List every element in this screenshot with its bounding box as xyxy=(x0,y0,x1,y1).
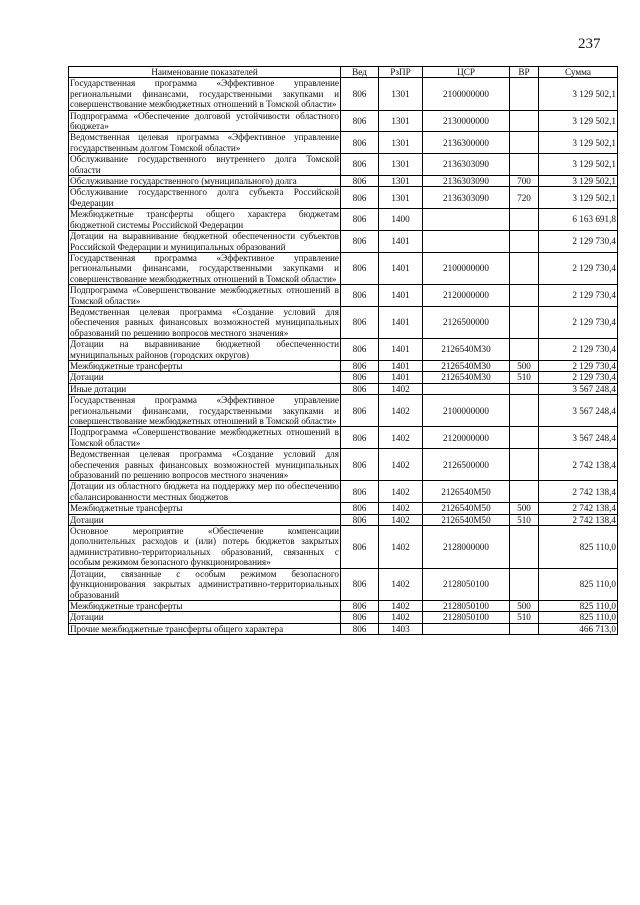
cell-vr xyxy=(510,568,539,600)
cell-ved: 806 xyxy=(341,231,379,253)
table-row xyxy=(69,427,618,449)
cell-vr: 510 xyxy=(510,514,539,525)
cell-csr xyxy=(423,383,510,394)
cell-csr xyxy=(423,231,510,253)
cell-ved: 806 xyxy=(341,427,379,449)
table-row xyxy=(69,132,618,154)
cell-ved: 806 xyxy=(341,514,379,525)
cell-ved: 806 xyxy=(341,176,379,187)
cell-vr xyxy=(510,427,539,449)
table-row xyxy=(69,339,618,361)
cell-name: Обслуживание государственного внутреннего долга Томской области xyxy=(70,154,339,175)
cell-rzpr: 1401 xyxy=(379,231,423,253)
cell-rzpr: 1401 xyxy=(379,306,423,338)
cell-name: Прочие межбюджетные трансферты общего характера xyxy=(69,623,341,634)
cell-name: Ведомственная целевая программа «Создание условий для обеспечения равных финансовых возможностей муниципальных образований по решению вопросов местного значения» xyxy=(70,449,339,481)
cell-vr: 510 xyxy=(510,372,539,383)
cell-vr: 500 xyxy=(510,600,539,611)
cell-csr: 2128000000 xyxy=(423,526,510,569)
table-row xyxy=(69,600,618,611)
cell-name: Межбюджетные трансферты xyxy=(69,600,341,611)
table-row xyxy=(69,526,618,569)
table-row xyxy=(69,252,618,284)
cell-vr: 510 xyxy=(510,612,539,623)
cell-rzpr: 1402 xyxy=(379,383,423,394)
cell-name: Межбюджетные трансферты xyxy=(69,503,341,514)
cell-name: Дотации из областного бюджета на поддержку мер по обеспечению сбалансированности местных бюджетов xyxy=(70,481,339,502)
cell-name: Ведомственная целевая программа «Создание условий для обеспечения равных финансовых возможностей муниципальных образований по решению вопросов местного значения» xyxy=(70,306,339,338)
cell-name: Ведомственная целевая программа «Эффективное управление государственным долгом Томской области» xyxy=(70,132,339,153)
cell-sum: 2 129 730,4 xyxy=(539,252,618,284)
cell-name: Подпрограмма «Совершенствование межбюджетных отношений в Томской области» xyxy=(70,427,339,448)
cell-sum: 3 129 502,1 xyxy=(539,78,618,110)
page-number: 237 xyxy=(578,36,601,52)
cell-name: Дотации xyxy=(69,372,341,383)
cell-ved: 806 xyxy=(341,623,379,634)
table-row xyxy=(69,231,618,253)
cell-csr xyxy=(423,623,510,634)
cell-sum: 3 129 502,1 xyxy=(539,176,618,187)
cell-csr: 2100000000 xyxy=(423,252,510,284)
cell-rzpr: 1402 xyxy=(379,395,423,427)
cell-rzpr: 1402 xyxy=(379,427,423,449)
cell-rzpr: 1401 xyxy=(379,252,423,284)
cell-name: Дотации на выравнивание бюджетной обеспеченности муниципальных районов (городских округов) xyxy=(70,339,339,360)
cell-vr xyxy=(510,526,539,569)
header-rzpr: РзПР xyxy=(379,67,423,78)
cell-vr xyxy=(510,132,539,154)
cell-rzpr: 1301 xyxy=(379,176,423,187)
cell-sum: 2 129 730,4 xyxy=(539,231,618,253)
cell-rzpr: 1402 xyxy=(379,449,423,481)
cell-csr: 2136303090 xyxy=(423,187,510,209)
cell-name: Межбюджетные трансферты общего характера бюджетам бюджетной системы Российской Федерации xyxy=(70,209,339,230)
cell-csr: 2120000000 xyxy=(423,285,510,307)
cell-rzpr: 1402 xyxy=(379,481,423,503)
cell-rzpr: 1301 xyxy=(379,187,423,209)
cell-csr: 2126540М50 xyxy=(423,481,510,503)
cell-ved: 806 xyxy=(341,600,379,611)
table-body xyxy=(69,78,618,635)
header-sum: Сумма xyxy=(539,67,618,78)
cell-csr: 2128050100 xyxy=(423,568,510,600)
cell-csr: 2120000000 xyxy=(423,427,510,449)
table-row xyxy=(69,306,618,338)
cell-csr: 2136303090 xyxy=(423,154,510,176)
cell-sum: 2 129 730,4 xyxy=(539,372,618,383)
table-row xyxy=(69,481,618,503)
cell-csr: 2126500000 xyxy=(423,306,510,338)
cell-ved: 806 xyxy=(341,449,379,481)
table-row xyxy=(69,285,618,307)
cell-csr: 2126500000 xyxy=(423,449,510,481)
cell-csr: 2128050100 xyxy=(423,600,510,611)
cell-sum: 2 129 730,4 xyxy=(539,306,618,338)
cell-sum: 2 742 138,4 xyxy=(539,503,618,514)
cell-sum: 466 713,0 xyxy=(539,623,618,634)
cell-name: Дотации xyxy=(69,612,341,623)
cell-name: Дотации на выравнивание бюджетной обеспеченности субъектов Российской Федерации и муниципальных образований xyxy=(70,231,339,252)
cell-ved: 806 xyxy=(341,285,379,307)
cell-sum: 3 567 248,4 xyxy=(539,383,618,394)
cell-rzpr: 1301 xyxy=(379,110,423,132)
cell-vr xyxy=(510,285,539,307)
cell-rzpr: 1301 xyxy=(379,132,423,154)
cell-csr: 2126540М30 xyxy=(423,360,510,371)
cell-vr xyxy=(510,383,539,394)
cell-vr xyxy=(510,78,539,110)
cell-vr xyxy=(510,231,539,253)
cell-name: Подпрограмма «Обеспечение долговой устойчивости областного бюджета» xyxy=(70,110,339,132)
cell-vr: 700 xyxy=(510,176,539,187)
cell-vr xyxy=(510,209,539,231)
cell-csr: 2126540М30 xyxy=(423,372,510,383)
cell-ved: 806 xyxy=(341,154,379,176)
cell-ved: 806 xyxy=(341,568,379,600)
cell-name: Межбюджетные трансферты xyxy=(69,360,341,371)
cell-ved: 806 xyxy=(341,339,379,361)
cell-csr: 2126540М50 xyxy=(423,503,510,514)
cell-sum: 2 129 730,4 xyxy=(539,360,618,371)
cell-vr xyxy=(510,154,539,176)
cell-sum: 2 742 138,4 xyxy=(539,481,618,503)
cell-vr xyxy=(510,306,539,338)
cell-rzpr: 1402 xyxy=(379,514,423,525)
cell-csr: 2100000000 xyxy=(423,395,510,427)
table-row xyxy=(69,503,618,514)
cell-csr: 2126540М30 xyxy=(423,339,510,361)
cell-sum: 2 129 730,4 xyxy=(539,339,618,361)
cell-ved: 806 xyxy=(341,78,379,110)
cell-ved: 806 xyxy=(341,209,379,231)
table-row xyxy=(69,176,618,187)
cell-name: Государственная программа «Эффективное управление региональными финансами, государственными закупками и совершенствование межбюджетных отношений в Томской области» xyxy=(70,395,339,426)
cell-sum: 3 129 502,1 xyxy=(539,132,618,154)
cell-vr xyxy=(510,449,539,481)
table-header-row xyxy=(69,67,618,78)
cell-ved: 806 xyxy=(341,526,379,569)
cell-ved: 806 xyxy=(341,612,379,623)
cell-name: Основное мероприятие «Обеспечение компенсации дополнительных расходов и (или) потерь бюджетов закрытых административно-территориальных образований, связанных с особым режимом безопасного функционирования» xyxy=(70,526,339,568)
cell-csr: 2100000000 xyxy=(423,78,510,110)
cell-ved: 806 xyxy=(341,372,379,383)
table-row xyxy=(69,395,618,427)
table-row xyxy=(69,623,618,634)
cell-csr: 2136300000 xyxy=(423,132,510,154)
cell-rzpr: 1401 xyxy=(379,339,423,361)
cell-csr xyxy=(423,209,510,231)
cell-vr: 500 xyxy=(510,360,539,371)
cell-name: Подпрограмма «Совершенствование межбюджетных отношений в Томской области» xyxy=(70,285,339,306)
table-row xyxy=(69,568,618,600)
cell-name: Обслуживание государственного (муниципального) долга xyxy=(69,176,341,187)
table-row xyxy=(69,372,618,383)
cell-name: Дотации xyxy=(69,514,341,525)
table-row xyxy=(69,110,618,132)
cell-vr xyxy=(510,623,539,634)
cell-vr xyxy=(510,252,539,284)
cell-rzpr: 1402 xyxy=(379,600,423,611)
table-row xyxy=(69,514,618,525)
cell-ved: 806 xyxy=(341,383,379,394)
cell-rzpr: 1301 xyxy=(379,154,423,176)
cell-sum: 825 110,0 xyxy=(539,526,618,569)
cell-name: Государственная программа «Эффективное управление региональными финансами, государственными закупками и совершенствование межбюджетных отношений в Томской области» xyxy=(70,252,339,284)
cell-rzpr: 1301 xyxy=(379,78,423,110)
cell-rzpr: 1403 xyxy=(379,623,423,634)
cell-csr: 2136303090 xyxy=(423,176,510,187)
cell-csr: 2126540М50 xyxy=(423,514,510,525)
cell-ved: 806 xyxy=(341,110,379,132)
cell-rzpr: 1400 xyxy=(379,209,423,231)
cell-csr: 2128050100 xyxy=(423,612,510,623)
table-row xyxy=(69,360,618,371)
cell-rzpr: 1402 xyxy=(379,503,423,514)
cell-name: Государственная программа «Эффективное управление региональными финансами, государственными закупками и совершенствование межбюджетных отношений в Томской области» xyxy=(70,78,339,110)
cell-vr xyxy=(510,110,539,132)
table-row xyxy=(69,154,618,176)
table-row xyxy=(69,78,618,110)
cell-rzpr: 1401 xyxy=(379,372,423,383)
cell-ved: 806 xyxy=(341,395,379,427)
cell-name: Иные дотации xyxy=(69,383,341,394)
cell-rzpr: 1402 xyxy=(379,568,423,600)
header-csr: ЦСР xyxy=(423,67,510,78)
header-name: Наименование показателей xyxy=(69,67,341,78)
cell-sum: 825 110,0 xyxy=(539,600,618,611)
cell-name: Дотации, связанные с особым режимом безопасного функционирования закрытых административно-территориальных образований xyxy=(70,568,339,600)
cell-rzpr: 1401 xyxy=(379,285,423,307)
cell-rzpr: 1402 xyxy=(379,612,423,623)
table-row xyxy=(69,449,618,481)
cell-sum: 825 110,0 xyxy=(539,612,618,623)
cell-sum: 3 129 502,1 xyxy=(539,110,618,132)
cell-sum: 2 742 138,4 xyxy=(539,514,618,525)
cell-ved: 806 xyxy=(341,252,379,284)
cell-ved: 806 xyxy=(341,503,379,514)
cell-rzpr: 1402 xyxy=(379,526,423,569)
cell-name: Обслуживание государственного долга субъекта Российской Федерации xyxy=(70,187,339,208)
cell-ved: 806 xyxy=(341,481,379,503)
cell-sum: 6 163 691,8 xyxy=(539,209,618,231)
table-row xyxy=(69,612,618,623)
cell-sum: 3 567 248,4 xyxy=(539,427,618,449)
cell-sum: 2 742 138,4 xyxy=(539,449,618,481)
cell-csr: 2130000000 xyxy=(423,110,510,132)
cell-sum: 3 129 502,1 xyxy=(539,187,618,209)
header-ved: Вед xyxy=(341,67,379,78)
cell-ved: 806 xyxy=(341,360,379,371)
cell-vr xyxy=(510,339,539,361)
cell-ved: 806 xyxy=(341,132,379,154)
table-row xyxy=(69,209,618,231)
table-row xyxy=(69,383,618,394)
table-row xyxy=(69,187,618,209)
header-vr: ВР xyxy=(510,67,539,78)
budget-table xyxy=(68,66,618,635)
cell-vr xyxy=(510,395,539,427)
cell-vr: 500 xyxy=(510,503,539,514)
cell-sum: 825 110,0 xyxy=(539,568,618,600)
cell-sum: 2 129 730,4 xyxy=(539,285,618,307)
cell-vr xyxy=(510,481,539,503)
cell-rzpr: 1401 xyxy=(379,360,423,371)
cell-sum: 3 567 248,4 xyxy=(539,395,618,427)
cell-ved: 806 xyxy=(341,187,379,209)
cell-ved: 806 xyxy=(341,306,379,338)
cell-vr: 720 xyxy=(510,187,539,209)
cell-sum: 3 129 502,1 xyxy=(539,154,618,176)
